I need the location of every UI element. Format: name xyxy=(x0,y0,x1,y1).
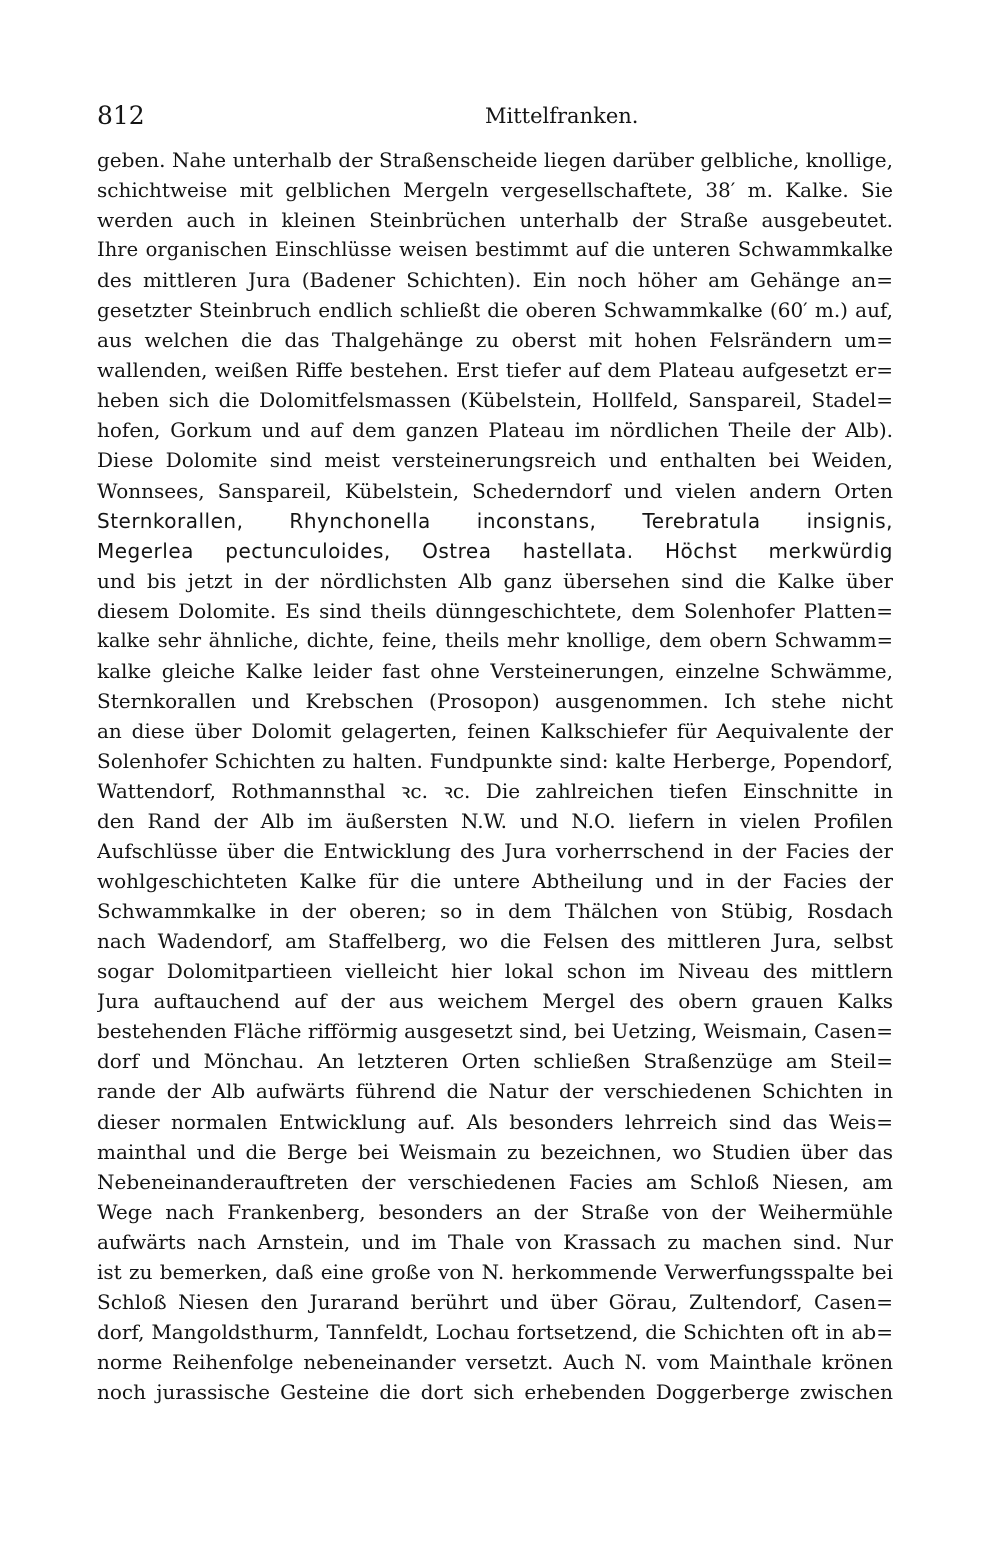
text-line: aus welchen die das Thalgehänge zu oberst mit hohen Felsrändern um= xyxy=(97,328,893,353)
text-line: Sternkorallen und Krebschen (Prosopon) ausgenommen. Ich stehe nicht xyxy=(97,688,893,713)
text-line: Nebeneinanderauftreten der verschiedenen Facies am Schloß Niesen, am xyxy=(97,1169,893,1194)
text-line: noch jurassische Gesteine die dort sich erhebenden Doggerberge zwischen xyxy=(97,1379,893,1404)
text-line: Wattendorf, Rothmannsthal ꝛc. ꝛc. Die zahlreichen tiefen Einschnitte in xyxy=(97,778,893,803)
page-number: 812 xyxy=(97,101,145,130)
text-line-species: Megerlea pectunculoides, Ostrea hastellata. Höchst merkwürdig xyxy=(97,538,893,563)
running-head: Mittelfranken. xyxy=(485,104,639,128)
text-line: mainthal und die Berge bei Weismain zu bezeichnen, wo Studien über das xyxy=(97,1139,893,1164)
text-line: Wonnsees, Sanspareil, Kübelstein, Schederndorf und vielen andern Orten xyxy=(97,478,893,503)
body-text xyxy=(97,145,893,1407)
text-line: rande der Alb aufwärts führend die Natur der verschiedenen Schichten in xyxy=(97,1079,893,1104)
text-line: hofen, Gorkum und auf dem ganzen Plateau im nördlichen Theile der Alb). xyxy=(97,418,893,443)
text-line: sogar Dolomitpartieen vielleicht hier lokal schon im Niveau des mittlern xyxy=(97,959,893,984)
text-line: und bis jetzt in der nördlichsten Alb ganz übersehen sind die Kalke über xyxy=(97,568,893,593)
text-line: schichtweise mit gelblichen Mergeln vergesellschaftete, 38′ m. Kalke. Sie xyxy=(97,178,893,203)
text-line: Jura auftauchend auf der aus weichem Mergel des obern grauen Kalks xyxy=(97,989,893,1014)
text-line: werden auch in kleinen Steinbrüchen unterhalb der Straße ausgebeutet. xyxy=(97,208,893,233)
text-line: diesem Dolomite. Es sind theils dünngeschichtete, dem Solenhofer Platten= xyxy=(97,598,893,623)
text-line: gesetzter Steinbruch endlich schließt die oberen Schwammkalke (60′ m.) auf, xyxy=(97,298,893,323)
text-line: Solenhofer Schichten zu halten. Fundpunkte sind: kalte Herberge, Popendorf, xyxy=(97,748,893,773)
text-line: dorf, Mangoldsthurm, Tannfeldt, Lochau fortsetzend, die Schichten oft in ab= xyxy=(97,1319,893,1344)
text-line: den Rand der Alb im äußersten N.W. und N.O. liefern in vielen Profilen xyxy=(97,809,893,834)
text-line: norme Reihenfolge nebeneinander versetzt. Auch N. vom Mainthale krönen xyxy=(97,1349,893,1374)
text-line: dieser normalen Entwicklung auf. Als besonders lehrreich sind das Weis= xyxy=(97,1109,893,1134)
text-line: heben sich die Dolomitfelsmassen (Kübelstein, Hollfeld, Sanspareil, Stadel= xyxy=(97,388,893,413)
text-line: Ihre organischen Einschlüsse weisen bestimmt auf die unteren Schwammkalke xyxy=(97,238,893,262)
text-line: Diese Dolomite sind meist versteinerungsreich und enthalten bei Weiden, xyxy=(97,448,893,473)
text-line: des mittleren Jura (Badener Schichten). Ein noch höher am Gehänge an= xyxy=(97,268,893,293)
text-line: aufwärts nach Arnstein, und im Thale von Krassach zu machen sind. Nur xyxy=(97,1229,893,1254)
text-line: kalke gleiche Kalke leider fast ohne Versteinerungen, einzelne Schwämme, xyxy=(97,658,893,683)
text-line-species: Sternkorallen, Rhynchonella inconstans, Terebratula insignis, xyxy=(97,508,893,533)
text-line: nach Wadendorf, am Staffelberg, wo die Felsen des mittleren Jura, selbst xyxy=(97,929,893,954)
text-line: wohlgeschichteten Kalke für die untere Abtheilung und in der Facies der xyxy=(97,869,893,894)
text-line: bestehenden Fläche rifförmig ausgesetzt sind, bei Uetzing, Weismain, Casen= xyxy=(97,1019,893,1044)
text-line: an diese über Dolomit gelagerten, feinen Kalkschiefer für Aequivalente der xyxy=(97,718,893,743)
text-line: ist zu bemerken, daß eine große von N. herkommende Verwerfungsspalte bei xyxy=(97,1259,893,1284)
text-line: dorf und Mönchau. An letzteren Orten schließen Straßenzüge am Steil= xyxy=(97,1049,893,1074)
text-line: wallenden, weißen Riffe bestehen. Erst tiefer auf dem Plateau aufgesetzt er= xyxy=(97,358,893,383)
text-line: Aufschlüsse über die Entwicklung des Jura vorherrschend in der Facies der xyxy=(97,839,893,864)
text-line: Schwammkalke in der oberen; so in dem Thälchen von Stübig, Rosdach xyxy=(97,899,893,924)
text-line: kalke sehr ähnliche, dichte, feine, theils mehr knollige, dem obern Schwamm= xyxy=(97,628,893,652)
page-header xyxy=(97,96,893,136)
text-line: Schloß Niesen den Jurarand berührt und über Görau, Zultendorf, Casen= xyxy=(97,1289,893,1314)
text-line: Wege nach Frankenberg, besonders an der Straße von der Weihermühle xyxy=(97,1199,893,1224)
text-line: geben. Nahe unterhalb der Straßenscheide liegen darüber gelbliche, knollige, xyxy=(97,148,893,172)
